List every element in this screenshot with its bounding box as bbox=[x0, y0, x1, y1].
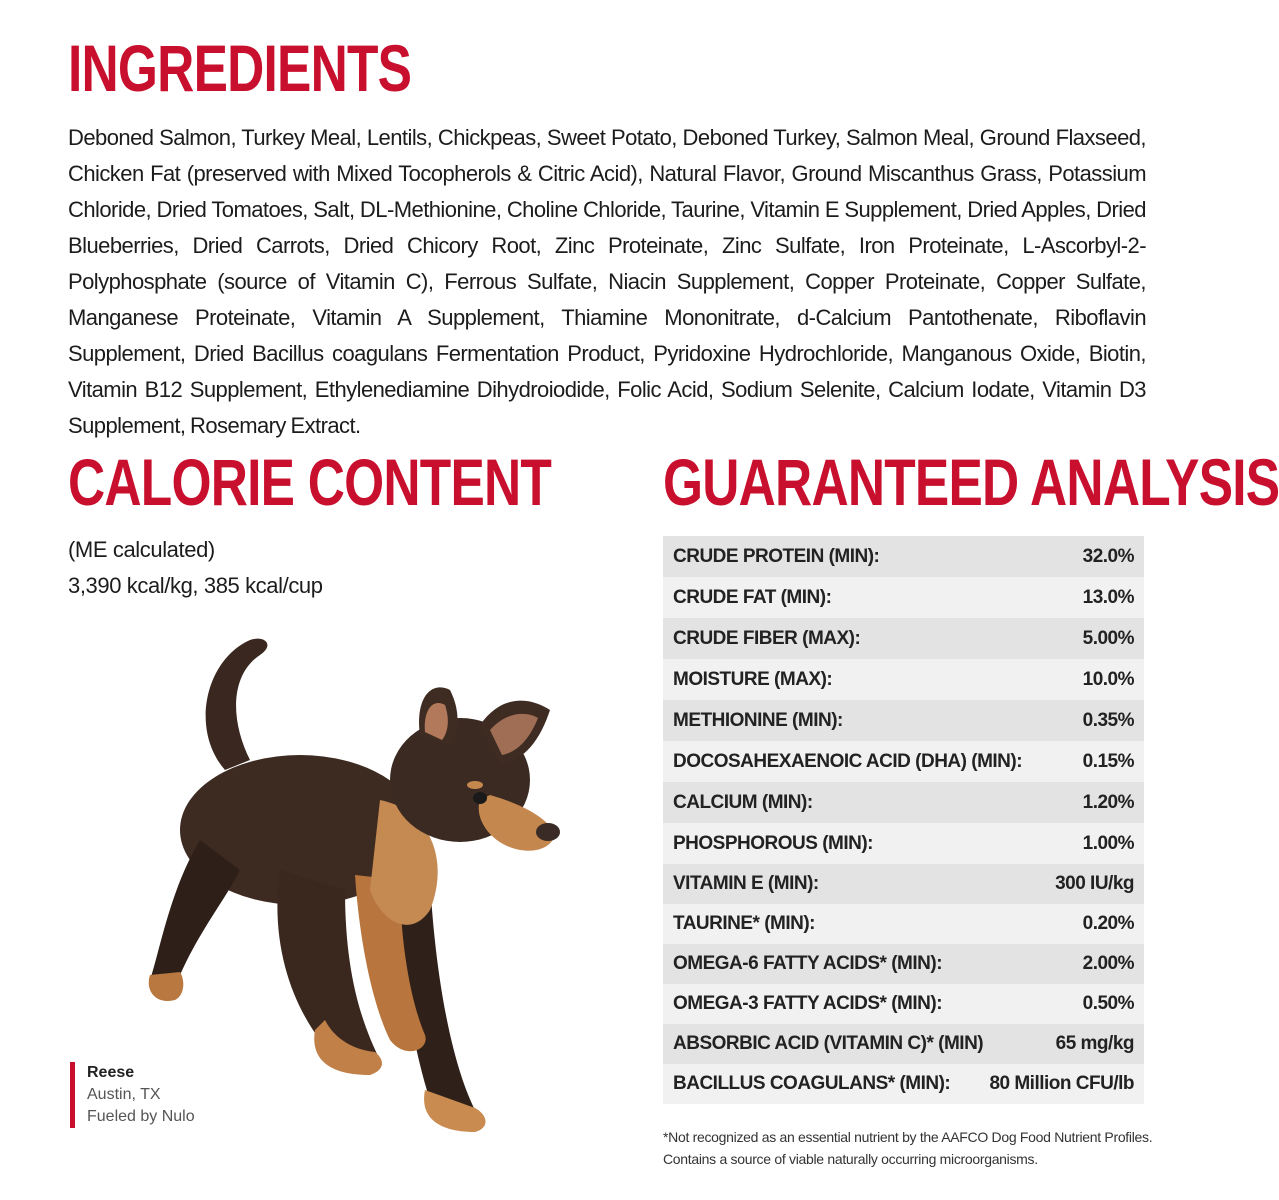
table-row bbox=[663, 1064, 1144, 1104]
calorie-info bbox=[68, 532, 323, 604]
table-row bbox=[663, 618, 1144, 659]
table-row bbox=[663, 864, 1144, 904]
dog-credit bbox=[70, 1062, 195, 1128]
calorie-values: 3,390 kcal/kg, 385 kcal/cup bbox=[68, 573, 323, 598]
row-label: PHOSPHOROUS (MIN): bbox=[673, 832, 873, 854]
calorie-content-heading: CALORIE CONTENT bbox=[68, 445, 552, 519]
row-value: 1.20% bbox=[1082, 791, 1134, 813]
row-value: 10.0% bbox=[1082, 668, 1134, 690]
footnote-line-1: *Not recognized as an essential nutrient by the AAFCO Dog Food Nutrient Profiles. bbox=[663, 1129, 1153, 1145]
row-value: 65 mg/kg bbox=[1055, 1033, 1134, 1054]
table-row bbox=[663, 984, 1144, 1024]
row-label: OMEGA-3 FATTY ACIDS* (MIN): bbox=[673, 993, 943, 1014]
row-label: VITAMIN E (MIN): bbox=[673, 873, 819, 894]
table-row bbox=[663, 944, 1144, 984]
row-label: ABSORBIC ACID (VITAMIN C)* (MIN) bbox=[673, 1033, 984, 1054]
row-label: CRUDE PROTEIN (MIN): bbox=[673, 545, 880, 567]
ingredients-heading: INGREDIENTS bbox=[68, 31, 412, 105]
row-label: TAURINE* (MIN): bbox=[673, 913, 816, 934]
row-label: METHIONINE (MIN): bbox=[673, 709, 843, 731]
dog-name: Reese bbox=[87, 1064, 135, 1081]
table-row bbox=[663, 700, 1144, 741]
analysis-footnote bbox=[663, 1126, 1163, 1170]
table-row bbox=[663, 1024, 1144, 1064]
footnote-line-2: Contains a source of viable naturally occurring microorganisms. bbox=[663, 1151, 1038, 1167]
row-value: 0.35% bbox=[1082, 709, 1134, 731]
row-value: 13.0% bbox=[1082, 586, 1134, 608]
table-row bbox=[663, 659, 1144, 700]
row-value: 1.00% bbox=[1082, 832, 1134, 854]
dog-location: Austin, TX bbox=[87, 1086, 161, 1103]
row-value: 5.00% bbox=[1082, 627, 1134, 649]
row-label: BACILLUS COAGULANS* (MIN): bbox=[673, 1073, 951, 1094]
row-label: CRUDE FIBER (MAX): bbox=[673, 627, 861, 649]
puppy-illustration bbox=[130, 620, 570, 1150]
ingredients-list: Deboned Salmon, Turkey Meal, Lentils, Chickpeas, Sweet Potato, Deboned Turkey, Salmon Meal, Ground Flaxseed, Chicken Fat (preserved with Mixed Tocopherols & Citric Acid), Natural Flavor, Ground Miscanthus Grass, Potassium Chloride, Dried Tomatoes, Salt, DL-Methionine, Choline Chloride, Taurine, Vitamin E Supplement, Dried Apples, Dried Blueberries, Dried Carrots, Dried Chicory Root, Zinc Proteinate, Zinc Sulfate, Iron Proteinate, L-Ascorbyl-2-Polyphosphate (source of Vitamin C), Ferrous Sulfate, Niacin Supplement, Copper Proteinate, Copper Sulfate, Manganese Proteinate, Vitamin A Supplement, Thiamine Mononitrate, d-Calcium Pantothenate, Riboflavin Supplement, Dried Bacillus coagulans Fermentation Product, Pyridoxine Hydrochloride, Manganous Oxide, Biotin, Vitamin B12 Supplement, Ethylenediamine Dihydroiodide, Folic Acid, Sodium Selenite, Calcium Iodate, Vitamin D3 Supplement, Rosemary Extract. bbox=[68, 125, 1146, 438]
table-row bbox=[663, 536, 1144, 577]
row-label: MOISTURE (MAX): bbox=[673, 668, 833, 690]
row-label: CRUDE FAT (MIN): bbox=[673, 586, 832, 608]
row-value: 0.50% bbox=[1082, 993, 1134, 1014]
table-row bbox=[663, 823, 1144, 864]
guaranteed-analysis-table bbox=[663, 536, 1144, 1104]
table-row bbox=[663, 904, 1144, 944]
row-label: OMEGA-6 FATTY ACIDS* (MIN): bbox=[673, 953, 943, 974]
row-value: 80 Million CFU/lb bbox=[989, 1073, 1134, 1094]
dog-tagline: Fueled by Nulo bbox=[87, 1108, 195, 1125]
row-label: DOCOSAHEXAENOIC ACID (DHA) (MIN): bbox=[673, 750, 1023, 772]
row-value: 300 IU/kg bbox=[1055, 873, 1134, 894]
calorie-method: (ME calculated) bbox=[68, 537, 215, 562]
row-label: CALCIUM (MIN): bbox=[673, 791, 813, 813]
row-value: 0.20% bbox=[1082, 913, 1134, 934]
row-value: 2.00% bbox=[1082, 953, 1134, 974]
guaranteed-analysis-heading: GUARANTEED ANALYSIS bbox=[663, 445, 1279, 519]
row-value: 0.15% bbox=[1082, 750, 1134, 772]
table-row bbox=[663, 741, 1144, 782]
table-row bbox=[663, 577, 1144, 618]
table-row bbox=[663, 782, 1144, 823]
row-value: 32.0% bbox=[1082, 545, 1134, 567]
